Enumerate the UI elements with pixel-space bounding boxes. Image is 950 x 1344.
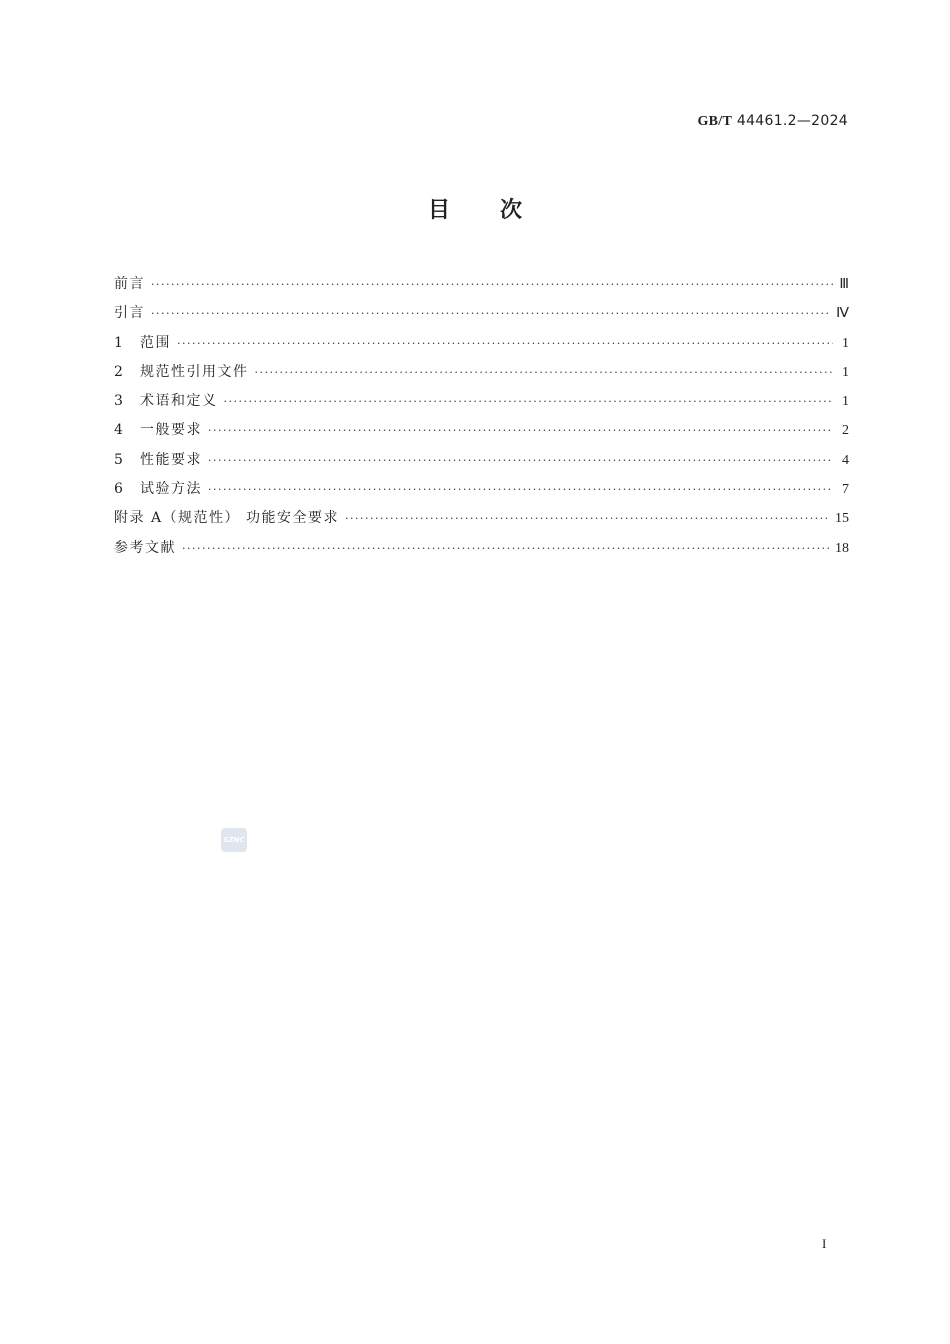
page-number: I — [822, 1236, 827, 1251]
toc-entry-label: 术语和定义 — [140, 393, 218, 410]
toc-dot-leader — [177, 337, 833, 350]
toc-dot-leader — [224, 395, 834, 408]
toc-entry-number: 1 — [114, 334, 123, 351]
toc-title: 目次 — [427, 198, 572, 223]
standard-prefix: GB/T — [697, 114, 733, 129]
standard-code — [697, 113, 848, 130]
toc-dot-leader — [151, 278, 833, 291]
watermark-logo — [221, 828, 247, 852]
toc-entry[interactable] — [114, 449, 849, 478]
toc-entry-page: 4 — [842, 452, 849, 468]
toc-entry[interactable] — [114, 390, 849, 419]
toc-entry-number: 6 — [114, 481, 123, 498]
toc-entry-label: 试验方法 — [140, 481, 202, 498]
toc-entry-label: 参考文献 — [114, 539, 176, 556]
standard-number: 44461.2—2024 — [736, 113, 848, 129]
toc-entry[interactable] — [114, 332, 849, 361]
toc-entry[interactable] — [114, 478, 849, 507]
toc-entry-page: 1 — [842, 394, 849, 410]
toc-entry[interactable] — [114, 419, 849, 448]
toc-entry-number: 3 — [114, 393, 123, 410]
toc-entry-label: 范围 — [140, 334, 171, 351]
toc-dot-leader — [208, 424, 833, 437]
toc-entry-label: 前言 — [114, 276, 145, 292]
toc-entry-page: 1 — [842, 364, 849, 380]
toc-dot-leader — [182, 542, 829, 555]
toc-entry[interactable] — [114, 273, 849, 302]
toc-dot-leader — [255, 366, 834, 379]
toc-entry-number: 4 — [114, 422, 123, 439]
toc-dot-leader — [151, 307, 830, 320]
toc-entry-page: Ⅲ — [839, 277, 849, 292]
toc-entry-page: 2 — [842, 423, 849, 439]
toc-entry-page: 15 — [835, 511, 849, 527]
toc-entry[interactable] — [114, 361, 849, 390]
table-of-contents — [114, 273, 849, 566]
toc-entry-label: 附录 A（规范性） 功能安全要求 — [114, 510, 340, 527]
toc-entry-label: 引言 — [114, 305, 145, 322]
watermark-text: SZNC — [223, 836, 245, 844]
toc-entry-label: 规范性引用文件 — [140, 363, 249, 380]
toc-entry-page: Ⅳ — [836, 306, 849, 322]
toc-entry[interactable] — [114, 537, 849, 566]
toc-entry[interactable] — [114, 302, 849, 331]
toc-entry-page: 1 — [842, 335, 849, 351]
toc-entry-page: 18 — [835, 540, 849, 556]
toc-entry-number: 2 — [114, 363, 123, 380]
toc-dot-leader — [345, 512, 829, 525]
toc-entry-label: 一般要求 — [140, 422, 202, 439]
toc-dot-leader — [208, 454, 833, 467]
toc-entry[interactable] — [114, 507, 849, 536]
toc-entry-page: 7 — [842, 482, 849, 498]
toc-entry-number: 5 — [114, 451, 123, 468]
toc-entry-label: 性能要求 — [140, 451, 202, 468]
toc-dot-leader — [208, 483, 833, 496]
